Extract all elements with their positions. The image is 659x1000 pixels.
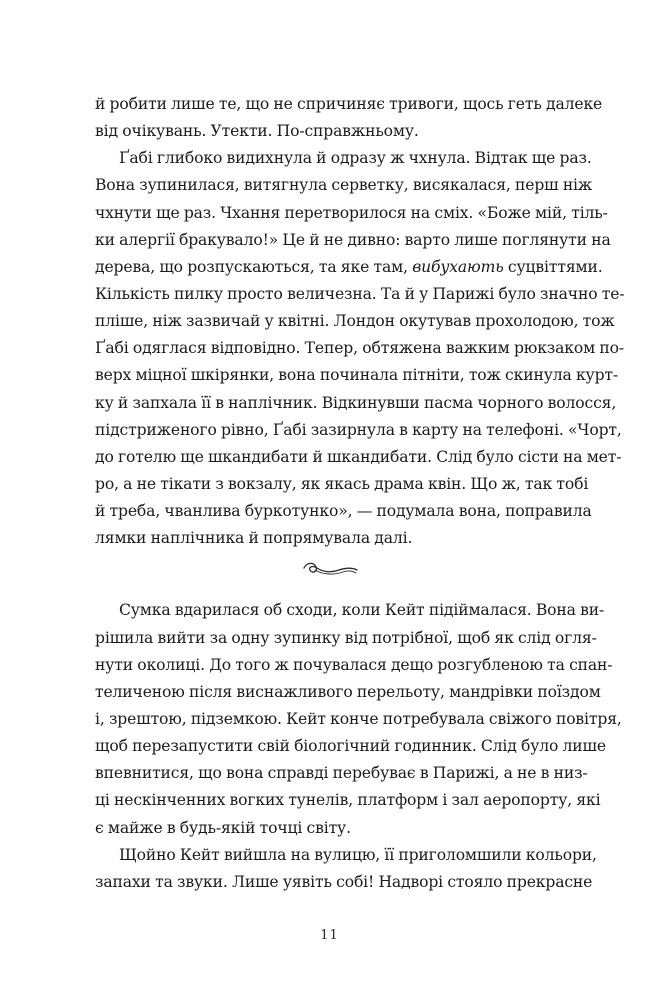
text-line: Щойно Кейт вийшла на вулицю, її приголомшили кольори, [119,845,597,864]
page-number: 11 [320,928,339,943]
text-line: й треба, чванлива буркотунко», — подумала вона, поправила [95,502,592,521]
text-line: ки алергії бракувало!» Це й не дивно: варто лише поглянути на [95,230,611,249]
swirl-flourish-icon [301,561,359,577]
text-line: запахи та звуки. Лише уявіть собі! Надворі стояло прекрасне [95,872,593,891]
text-line: Ґабі глибоко видихнула й одразу ж чхнула. Відтак ще раз. [119,149,592,168]
text-line: ці нескінченних вогких тунелів, платформ і зал аеропорту, які [95,791,601,810]
text-line: Сумка вдарилася об сходи, коли Кейт підіймалася. Вона ви- [119,601,605,620]
text-line: і, зрештою, підземкою. Кейт конче потребувала свіжого повітря, [95,709,622,728]
text-line: пліше, ніж зазвичай у квітні. Лондон окутував прохолодою, тож [95,312,615,331]
paragraph [95,597,622,841]
text-line: Кількість пилку просто величезна. Та й у Парижі було значно те- [95,284,625,303]
italic-text-run: вибухають [412,257,504,276]
text-line: є майже в будь-якій точці світу. [95,818,351,837]
paragraph [95,145,625,552]
text-line: до готелю ще шкандибати й шкандибати. Слід було сісти на мет- [95,447,622,466]
text-line [95,254,603,281]
text-line: верх міцної шкірянки, вона починала пітніти, тож скинула курт- [95,366,618,385]
text-line: щоб перезапустити свій біологічний годинник. Слід було лише [95,737,606,756]
text-line: ро, а не тікати з вокзалу, як якась драма квін. Що ж, так тобі [95,474,589,493]
text-line: Ґабі одяглася відповідно. Тепер, обтяжена важким рюкзаком по- [95,339,625,358]
text-line: Вона зупинилася, витягнула серветку, висякалася, перш ніж [95,176,593,195]
text-line: чхнути ще раз. Чхання перетворилося на сміх. «Боже мій, тіль- [95,203,608,222]
text-line: підстриженого рівно, Ґабі зазирнула в карту на телефоні. «Чорт, [95,420,622,439]
paragraph [95,842,597,896]
paragraph [95,91,603,145]
text-line: ку й запхала її в наплічник. Відкинувши пасма чорного волосся, [95,393,617,412]
text-line: й робити лише те, що не спричиняє тривоги, щось геть далеке [95,95,603,113]
text-line: лямки наплічника й попрямувала далі. [95,529,413,548]
page-body [95,91,625,896]
text-line: рішила вийти за одну зупинку від потрібної, щоб як слід огля- [95,628,597,647]
text-line: нути околиці. До того ж почувалася дещо розгубленою та спан- [95,655,613,674]
text-run: дерева, що розпускаються, та яке там, [95,257,413,276]
section-break [95,552,565,597]
text-run: суцвіттями. [503,257,603,276]
text-line: від очікувань. Утекти. По-справжньому. [95,122,419,141]
text-line: впевнитися, що вона справді перебуває в Парижі, а не в низ- [95,764,588,783]
text-line: теличеною після виснажливого перельоту, мандрівки поїздом [95,682,601,701]
